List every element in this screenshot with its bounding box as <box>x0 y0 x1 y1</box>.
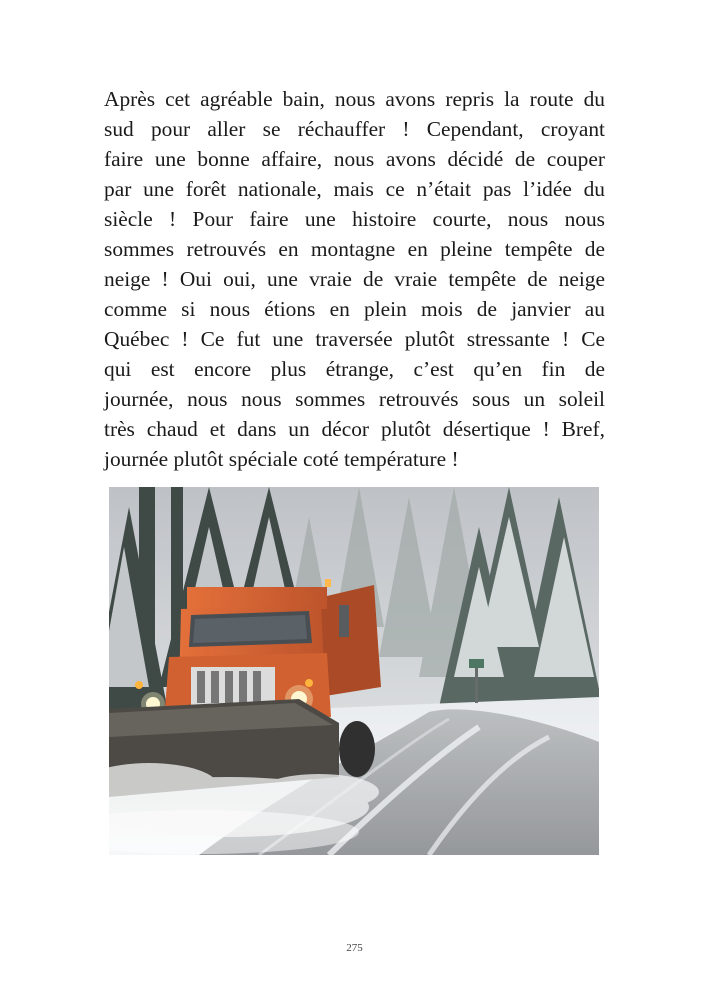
paragraph-line: Québec ! Ce fut une traversée plutôt stressante ! Ce <box>104 327 605 351</box>
paragraph-line: journée, nous nous sommes retrouvés sous un soleil <box>104 387 605 411</box>
paragraph-line: très chaud et dans un décor plutôt désertique ! Bref, <box>104 417 605 441</box>
body-paragraph <box>104 84 605 474</box>
paragraph-line: siècle ! Pour faire une histoire courte, nous nous <box>104 207 605 231</box>
paragraph-line: qui est encore plus étrange, c’est qu’en fin de <box>104 357 605 381</box>
paragraph-line: faire une bonne affaire, nous avons décidé de couper <box>104 147 605 171</box>
paragraph-line: sommes retrouvés en montagne en pleine tempête de <box>104 237 605 261</box>
snowplow-photo <box>109 487 599 855</box>
paragraph-line: par une forêt nationale, mais ce n’était pas l’idée du <box>104 177 605 201</box>
paragraph-line: journée plutôt spéciale coté température ! <box>104 447 459 471</box>
paragraph-line: neige ! Oui oui, une vraie de vraie tempête de neige <box>104 267 605 291</box>
page-number: 275 <box>346 942 363 954</box>
paragraph-line: comme si nous étions en plein mois de janvier au <box>104 297 605 321</box>
paragraph-line: Après cet agréable bain, nous avons repris la route du <box>104 87 605 111</box>
paragraph-line: sud pour aller se réchauffer ! Cependant, croyant <box>104 117 605 141</box>
